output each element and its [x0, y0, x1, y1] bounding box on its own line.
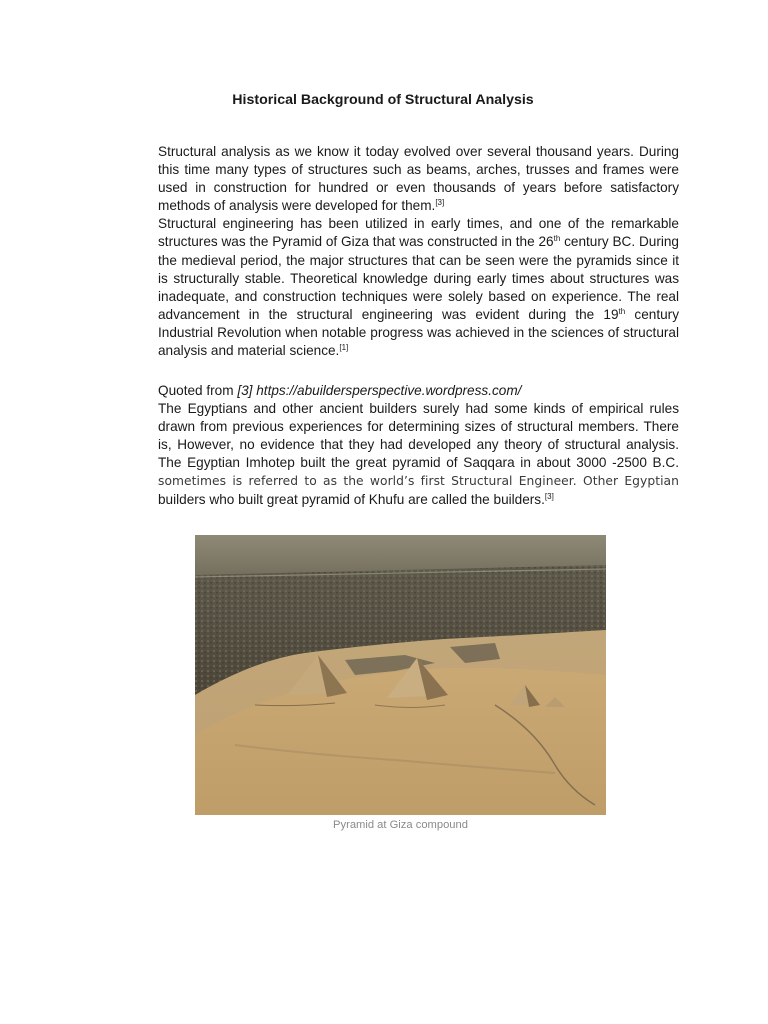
figure-caption: Pyramid at Giza compound — [333, 819, 468, 831]
ordinal-suffix: th — [618, 306, 626, 316]
paragraph-3-text-c: builders who built great pyramid of Khufu are called the builders. — [158, 491, 545, 507]
giza-pyramids-image — [195, 535, 606, 815]
paragraph-3-text-b: sometimes is referred to as the world’s first Structural Engineer. Other Egyptian — [158, 474, 679, 489]
citation-3: [3] — [435, 198, 445, 208]
quote-source-link[interactable]: [3] https://abuildersperspective.wordpress.com/ — [237, 383, 522, 398]
paragraph-2-text-c: century Industrial Revolution when notable progress was achieved in the sciences of structural analysis and material science. — [158, 306, 679, 359]
paragraph-3-text-a: The Egyptians and other ancient builders surely had some kinds of empirical rules drawn from previous experiences for determining sizes of structural members. There is, However, no evidence that they had developed any theory of structural analysis. The Egyptian Imhotep built the great pyramid of Saqqara in about 3000 -2500 B.C. — [158, 401, 679, 471]
paragraph-3 — [158, 400, 679, 509]
document-title: Historical Background of Structural Analysis — [232, 92, 534, 108]
ordinal-suffix: th — [553, 234, 561, 244]
paragraph-2 — [158, 215, 679, 360]
quoted-section — [158, 382, 679, 509]
paragraph-1 — [158, 143, 679, 215]
quote-line — [158, 382, 679, 400]
body-text — [158, 143, 679, 360]
paragraph-2-text-a: Structural engineering has been utilized in early times, and one of the remarkable structures was the Pyramid of Giza that was constructed in the 26 — [158, 216, 679, 250]
citation-3: [3] — [544, 491, 554, 501]
citation-1: [1] — [339, 343, 349, 353]
paragraph-2-text-b: century BC. During the medieval period, the major structures that can be seen were the pyramids since it is structurally stable. Theoretical knowledge during early times about structures was inadequate, and construction techniques were solely based on experience. The real advancement in the structural engineering was evident during the 19 — [158, 234, 679, 322]
quote-label: Quoted from — [158, 383, 238, 398]
pyramids-photo — [195, 535, 606, 815]
paragraph-1-text: Structural analysis as we know it today evolved over several thousand years. During this time many types of structures such as beams, arches, trusses and frames were used in construction for hundred or even thousands of years before satisfactory methods of analysis were developed for them. — [158, 144, 679, 214]
